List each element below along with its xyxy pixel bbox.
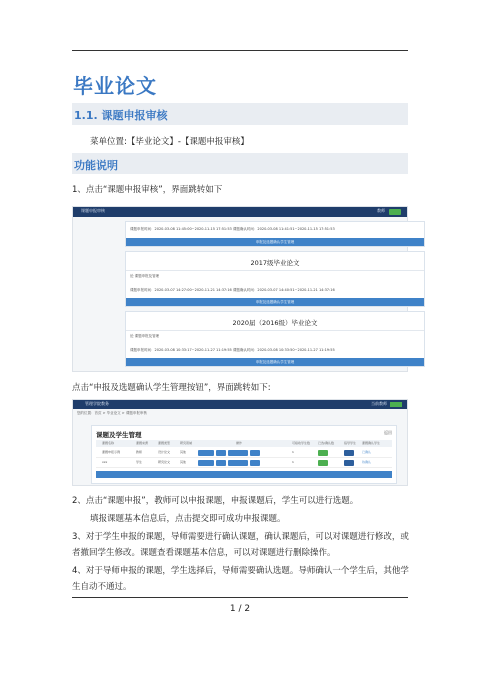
table-row	[96, 458, 392, 468]
screenshot-breadcrumb: 您的位置：首页 > 毕业论文 > 课题申报审核	[77, 411, 147, 415]
cell-src: 教师	[136, 450, 143, 454]
col-header: 可接收学生数	[292, 441, 311, 445]
cell-area: 其他	[180, 450, 187, 454]
paragraph-6b: 生自动不通过。	[72, 582, 132, 592]
cell-type: 研究论文	[158, 460, 171, 464]
function-heading	[72, 153, 408, 174]
delete-button	[250, 450, 260, 456]
card-time-row: 课题申报时间：2020-03-08 10:33:17~2020-11-27 11:19:55 课题确认时间：2020-03-08 10:33:50~2020-11-27 11:19:55	[130, 348, 335, 352]
screenshot-nav-title: 管理学院教务	[85, 401, 109, 406]
view-button	[216, 450, 226, 456]
paragraph-5b: 者撤回学生修改。课题查看课题基本信息，可以对课题进行删除操作。	[72, 548, 336, 558]
screenshot-card-2	[125, 251, 425, 307]
page-number: 1 / 2	[229, 604, 251, 614]
header-rule	[72, 50, 408, 51]
section-heading	[72, 103, 408, 125]
screenshot-panel	[91, 425, 397, 484]
paragraph-1: 1、点击“课题申报审核”，界面跳转如下	[72, 185, 223, 195]
screenshot-card-3	[125, 311, 425, 367]
panel-back: 返回	[384, 430, 392, 435]
screenshot-nav-user: 教师	[377, 208, 385, 213]
edit-button	[198, 460, 214, 466]
add-topic-bar	[96, 471, 392, 478]
ok-button	[344, 460, 354, 466]
cell-type: 设计论文	[158, 450, 171, 454]
paragraph-2: 点击“申报及选题确认学生管理按钮”，界面跳转如下:	[72, 383, 271, 393]
col-header: 已选/确认数	[318, 441, 335, 445]
col-header: 课题类型	[158, 441, 171, 445]
cell-area: 其他	[180, 460, 187, 464]
card-title: 2020届（2016级）毕业论文	[232, 319, 318, 327]
screenshot-card-1	[125, 221, 425, 247]
col-header: 操作	[236, 441, 243, 445]
card-sub: 论 课题申报及管理	[130, 334, 160, 338]
paragraph-4: 填报课题基本信息后，点击提交即可成功申报课题。	[90, 514, 286, 524]
page-title: 毕业论文	[73, 74, 157, 98]
confirm-student-button	[228, 450, 248, 456]
paragraph-6a: 4、对于导师申报的课题，学生选择后，导师需要确认选题。导师确认一个学生后，其他学	[72, 566, 409, 576]
col-header: 课题来源	[136, 441, 149, 445]
paragraph-3: 2、点击“课题申报”，教师可以申报课题，申报课题后，学生可以进行选题。	[72, 496, 359, 506]
pass-button	[318, 450, 328, 456]
pass-button	[318, 460, 328, 466]
card-manage-button: 申报及选题确认学生管理	[126, 358, 424, 366]
screenshot-nav	[73, 207, 407, 217]
screenshot-topic-review	[72, 206, 408, 372]
section-title: 1.1. 课题申报审核	[74, 109, 168, 122]
menu-path: 菜单位置:【毕业论文】-【课题申报审核】	[90, 137, 249, 147]
cell-state: 已确认	[362, 450, 372, 454]
table-header	[96, 440, 392, 447]
screenshot-logout-button	[390, 402, 402, 407]
confirm-student-button	[228, 460, 248, 466]
table-row	[96, 448, 392, 458]
screenshot-nav-user: 当前教师	[371, 401, 387, 406]
cell-name: xxx	[102, 460, 108, 464]
cell-name: 课题申报示例	[102, 450, 121, 454]
cell-src: 学生	[136, 460, 143, 464]
card-divider	[126, 270, 424, 271]
footer-rule	[72, 597, 408, 598]
function-title: 功能说明	[74, 159, 118, 172]
delete-button	[250, 460, 260, 466]
card-manage-button: 申报及选题确认学生管理	[126, 298, 424, 306]
col-header: 课题名称	[102, 441, 115, 445]
ok-button	[344, 450, 354, 456]
paragraph-5a: 3、对于学生申报的课题，导师需要进行确认课题，确认课题后，可以对课题进行修改，或	[72, 532, 409, 542]
col-header: 研究领域	[180, 441, 193, 445]
cell-count: 1	[292, 450, 294, 454]
cell-state: 待确认	[362, 460, 372, 464]
panel-title: 课题及学生管理	[96, 431, 142, 439]
col-header: 指导学生	[344, 441, 357, 445]
card-time-row: 课题申报时间：2020-03-08 11:45:00~2020-11-15 17:51:53 课题确认时间：2020-03-08 11:41:51~2020-11-15 17:51:53	[130, 227, 335, 231]
card-divider	[126, 330, 424, 331]
screenshot-student-management	[72, 399, 408, 486]
card-title: 2017级毕业论文	[250, 259, 300, 267]
screenshot-nav-title: 课题申报审核	[81, 208, 105, 213]
col-header: 课题确认学生	[362, 441, 381, 445]
card-sub: 论 课题申报及管理	[130, 274, 160, 278]
screenshot-nav	[73, 400, 407, 409]
card-time-row: 课题申报时间：2020-03-07 14:27:00~2020-11-21 14:37:16 课题确认时间：2020-03-07 14:40:51~2020-11-21 14:37:16	[130, 288, 335, 292]
view-button	[216, 460, 226, 466]
cell-count: 1	[292, 460, 294, 464]
screenshot-logout-button	[389, 209, 401, 215]
card-manage-button: 申报及选题确认学生管理	[126, 238, 424, 246]
edit-button	[198, 450, 214, 456]
